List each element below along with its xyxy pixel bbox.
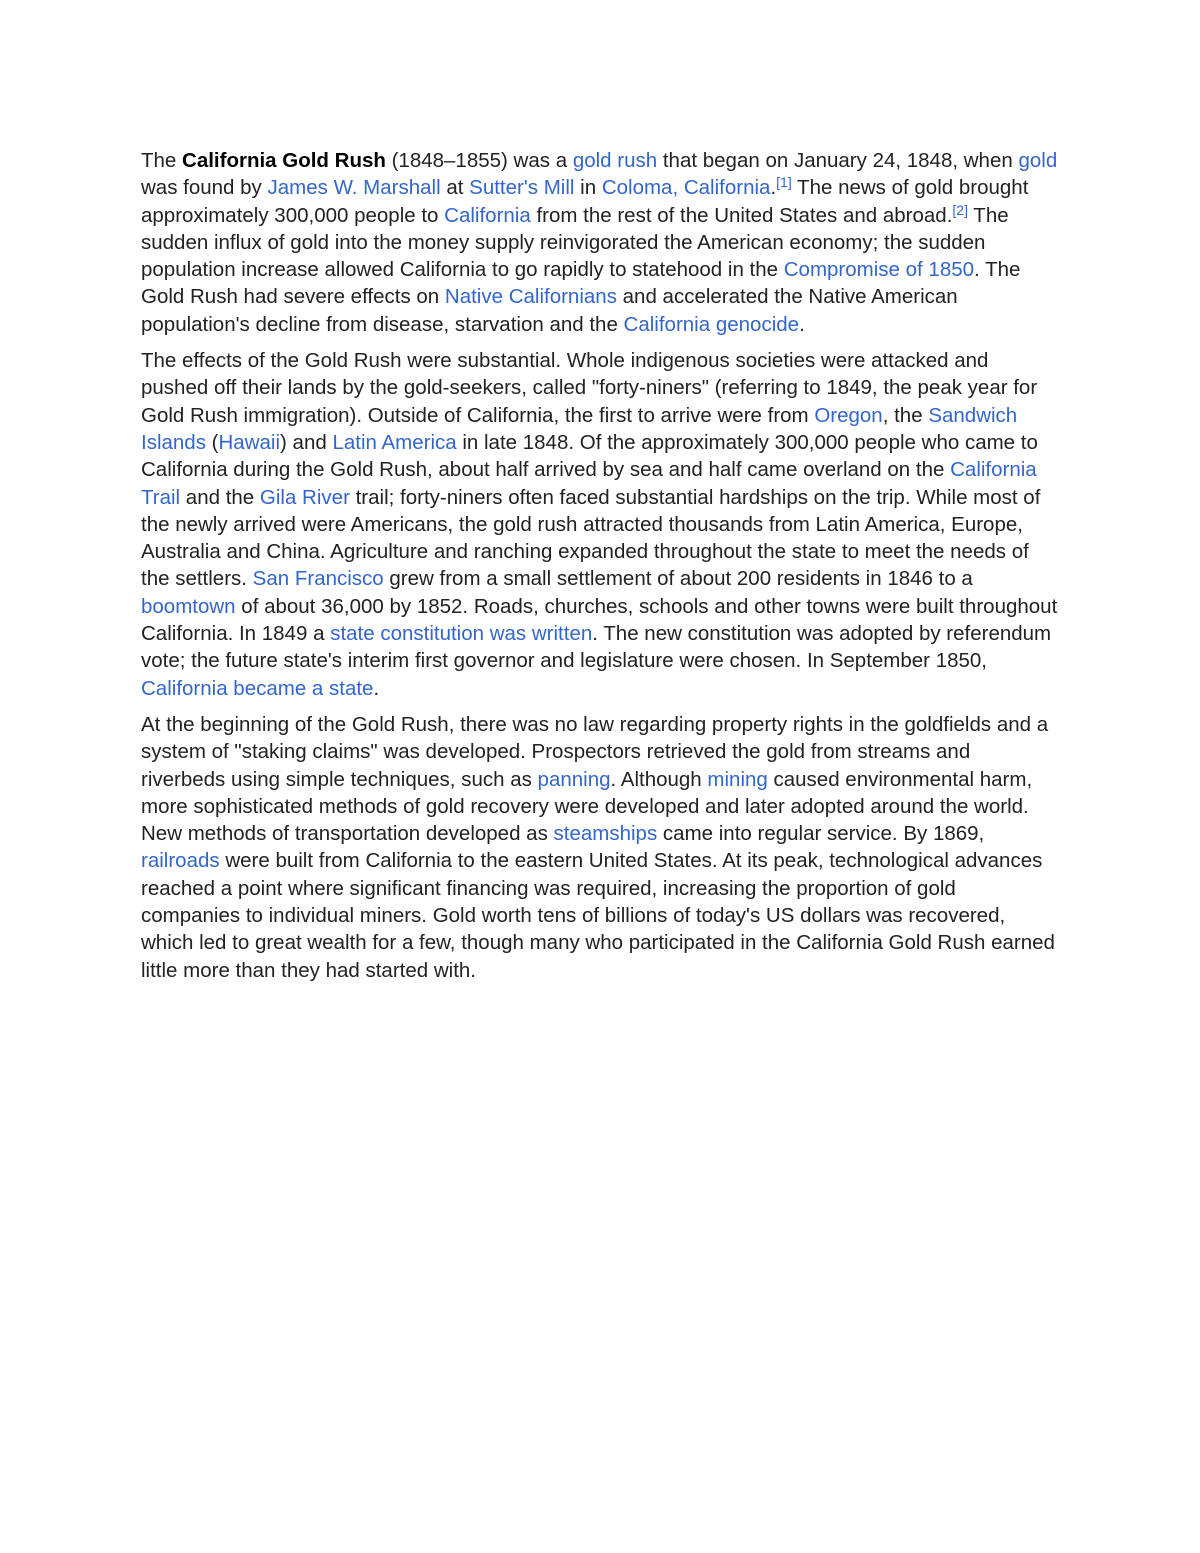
text-run: and accelerated the Native American population's decline from disease, starvation and the bbox=[141, 285, 958, 336]
link-james-w-marshall[interactable]: James W. Marshall bbox=[267, 176, 441, 200]
paragraph-methods bbox=[141, 711, 1059, 984]
link-steamships[interactable]: steamships bbox=[553, 822, 658, 846]
text-run: grew from a small settlement of about 200 residents in 1846 to a bbox=[383, 567, 973, 591]
text-run: At the beginning of the Gold Rush, there was no law regarding property rights in the goldfields and a system of "staking claims" was developed. Prospectors retrieved the gold from streams and riverbeds using simple techniques, such as bbox=[141, 712, 1049, 791]
link-california[interactable]: California bbox=[444, 203, 531, 227]
text-run: The effects of the Gold Rush were substantial. Whole indigenous societies were attacked and pushed off their lands by the gold-seekers, called "forty-niners" (referring to 1849, the peak year for Gold Rush immigration). Outside of California, the first to arrive were from bbox=[141, 349, 1038, 427]
link-latin-america[interactable]: Latin America bbox=[332, 430, 457, 454]
link-gila-river[interactable]: Gila River bbox=[259, 485, 350, 509]
text-run: was found by bbox=[141, 176, 268, 200]
text-run: were built from California to the eastern United States. At its peak, technological advances reached a point where significant financing was required, increasing the proportion of gold companies to individual miners. Gold worth tens of billions of today's US dollars was recovered, which led to great wealth for a few, though many who participated in the California Gold Rush earned little more than they had started with. bbox=[141, 849, 1055, 982]
text-run: of about 36,000 by 1852. Roads, churches, schools and other towns were built throughout California. In 1849 a bbox=[141, 594, 1058, 646]
link-hawaii[interactable]: Hawaii bbox=[218, 430, 281, 454]
citation-2[interactable]: [2] bbox=[952, 201, 968, 218]
text-run: . Although bbox=[610, 767, 708, 791]
text-run: ( bbox=[205, 430, 219, 454]
text-run: from the rest of the United States and abroad. bbox=[530, 203, 953, 227]
text-run: The sudden influx of gold into the money supply reinvigorated the American economy; the sudden population increase allowed California to go rapidly to statehood in the bbox=[141, 203, 1009, 282]
paragraph-effects bbox=[141, 347, 1059, 702]
document-page bbox=[141, 147, 1059, 993]
link-california-became-a-state[interactable]: California became a state bbox=[141, 676, 374, 700]
link-compromise-of-1850[interactable]: Compromise of 1850 bbox=[783, 258, 975, 282]
text-run: ) and bbox=[280, 430, 333, 454]
link-sandwich-islands[interactable]: Sandwich Islands bbox=[141, 403, 1018, 454]
text-run: came into regular service. By 1869, bbox=[657, 822, 985, 846]
article-title-bold: California Gold Rush bbox=[182, 149, 386, 172]
link-san-francisco[interactable]: San Francisco bbox=[252, 567, 384, 591]
text-run: in late 1848. Of the approximately 300,000 people who came to California during the Gold Rush, about half arrived by sea and half came overland on the bbox=[141, 430, 1038, 482]
text-run: that began on January 24, 1848, when bbox=[657, 149, 1019, 172]
link-sutters-mill[interactable]: Sutter's Mill bbox=[469, 176, 575, 200]
text-run: . bbox=[770, 176, 777, 200]
link-native-californians[interactable]: Native Californians bbox=[444, 285, 617, 309]
citation-1[interactable]: [1] bbox=[776, 174, 792, 191]
link-gold[interactable]: gold bbox=[1018, 149, 1058, 172]
link-railroads[interactable]: railroads bbox=[141, 849, 220, 873]
text-run: at bbox=[440, 176, 470, 200]
link-mining[interactable]: mining bbox=[707, 767, 768, 791]
link-coloma-california[interactable]: Coloma, California bbox=[601, 176, 771, 200]
link-panning[interactable]: panning bbox=[537, 767, 611, 791]
text-run: . The Gold Rush had severe effects on bbox=[141, 258, 1021, 309]
text-run: , the bbox=[882, 403, 929, 427]
text-run: in bbox=[574, 176, 602, 200]
link-oregon[interactable]: Oregon bbox=[814, 403, 883, 427]
text-run: . bbox=[799, 312, 805, 336]
text-run: (1848–1855) was a bbox=[385, 149, 573, 172]
paragraph-intro bbox=[141, 147, 1059, 338]
text-run: The news of gold brought approximately 300,000 people to bbox=[141, 176, 1029, 227]
link-boomtown[interactable]: boomtown bbox=[141, 594, 236, 618]
link-gold-rush[interactable]: gold rush bbox=[572, 149, 658, 172]
link-california-genocide[interactable]: California genocide bbox=[623, 312, 800, 336]
text-run: . bbox=[373, 676, 380, 700]
link-state-constitution[interactable]: state constitution was written bbox=[330, 622, 593, 646]
link-california-trail[interactable]: California Trail bbox=[141, 458, 1037, 509]
text-run: trail; forty-niners often faced substantial hardships on the trip. While most of the newly arrived were Americans, the gold rush attracted thousands from Latin America, Europe, Australia and China. Agriculture and ranching expanded throughout the state to meet the needs of the settlers. bbox=[141, 485, 1041, 591]
text-run: . The new constitution was adopted by referendum vote; the future state's interim first governor and legislature were chosen. In September 1850, bbox=[141, 622, 1052, 673]
text-run: The bbox=[141, 149, 183, 172]
text-run: caused environmental harm, more sophisticated methods of gold recovery were developed and later adopted around the world. New methods of transportation developed as bbox=[141, 767, 1033, 846]
text-run: and the bbox=[180, 485, 260, 509]
